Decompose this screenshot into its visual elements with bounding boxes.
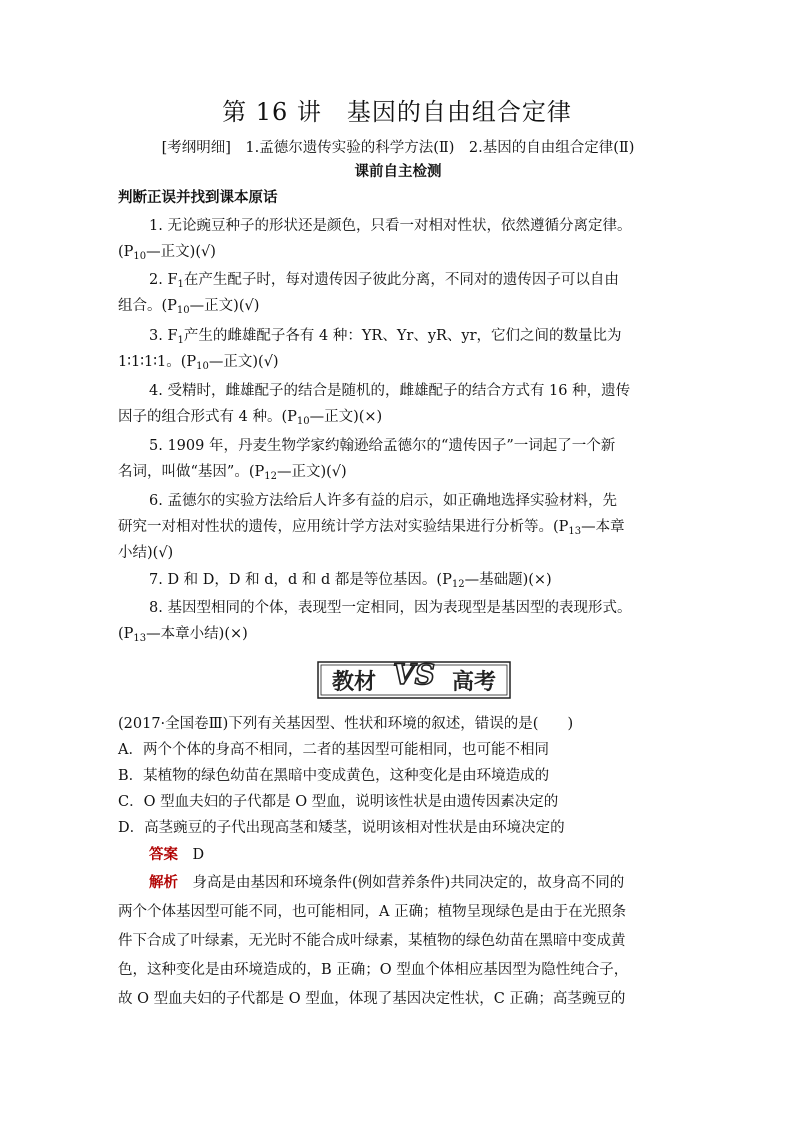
logo-left-text: 教材	[331, 669, 377, 695]
item-8-line-1: 8. 基因型相同的个体，表现型一定相同，因为表现型是基因型的表现形式。	[149, 600, 632, 616]
subscript: 1	[177, 279, 184, 290]
analysis-label: 解析	[149, 874, 178, 891]
answer-value: D	[178, 847, 205, 863]
question-stem: (2017·全国卷Ⅲ)下列有关基因型、性状和环境的叙述，错误的是( )	[118, 716, 574, 732]
ref-suffix: —本章小结)(×)	[146, 626, 248, 642]
ref-suffix: —正文)(√)	[146, 244, 216, 260]
logo-vs-text: VS	[393, 658, 435, 691]
item-6-line-2	[118, 515, 678, 544]
textbook-vs-exam-logo	[316, 652, 512, 702]
subscript: 1	[177, 335, 184, 346]
text: 2. F	[149, 272, 178, 288]
ref-suffix: —正文)(√)	[189, 298, 260, 314]
analysis-line-5: 故 O 型血夫妇的子代都是 O 型血，体现了基因决定性状，C 正确；高茎豌豆的	[118, 991, 626, 1007]
ref-page: 10	[296, 416, 310, 427]
item-3-line-2	[118, 350, 678, 379]
ref-page: 13	[133, 633, 147, 644]
text: 3. F	[149, 328, 178, 344]
ref-page: 13	[568, 526, 582, 537]
answer-label: 答案	[149, 846, 178, 863]
ref-suffix: —基础题)(×)	[464, 572, 552, 588]
syllabus-outline	[118, 136, 678, 160]
text: 因子的组合形式有 4 种。(P	[118, 409, 297, 425]
ref-suffix: —正文)(√)	[208, 354, 279, 370]
item-5-line-2	[118, 460, 678, 489]
option-b: B．某植物的绿色幼苗在黑暗中变成黄色，这种变化是由环境造成的	[118, 768, 550, 784]
subheading: 判断正误并找到课本原话	[118, 189, 278, 206]
text: 名词，叫做“基因”。(P	[118, 464, 265, 480]
logo-right-text: 高考	[451, 669, 497, 695]
ref-page: 10	[176, 305, 190, 316]
item-2-line-1	[118, 268, 709, 297]
item-6-line-1: 6. 孟德尔的实验方法给后人许多有益的启示，如正确地选择实验材料，先	[149, 493, 617, 509]
ref-page: 12	[451, 579, 465, 590]
item-7-line-1	[118, 568, 709, 597]
ref-prefix: (P	[118, 626, 134, 642]
ref-page: 10	[133, 251, 147, 262]
option-c: C．O 型血夫妇的子代都是 O 型血，说明该性状是由遗传因素决定的	[118, 794, 559, 810]
page-title: 第 16 讲 基因的自由组合定律	[222, 98, 572, 126]
analysis-line-1	[118, 871, 709, 895]
text: 产生的雌雄配子各有 4 种：YR、Yr、yR、yr，它们之间的数量比为	[183, 328, 622, 344]
ref-suffix: —本章	[581, 519, 625, 535]
text: 7. D 和 D，D 和 d，d 和 d 都是等位基因。(P	[149, 572, 452, 588]
item-6-line-3: 小结)(√)	[118, 545, 174, 561]
item-4-line-2	[118, 405, 678, 434]
ref-page: 12	[264, 471, 277, 482]
outline-label: [考纲明细]	[161, 140, 231, 156]
ref-suffix: —正文)(×)	[309, 409, 383, 425]
item-2-line-2	[118, 294, 678, 323]
analysis-line-3: 件下合成了叶绿素，无光时不能合成叶绿素，某植物的绿色幼苗在黑暗中变成黄	[118, 933, 626, 949]
text: 在产生配子时，每对遗传因子彼此分离，不同对的遗传因子可以自由	[183, 272, 619, 288]
item-1-line-2	[118, 240, 678, 269]
analysis-text: 身高是由基因和环境条件(例如营养条件)共同决定的，故身高不同的	[178, 875, 625, 891]
item-8-line-2	[118, 622, 678, 651]
option-d: D．高茎豌豆的子代出现高茎和矮茎，说明该相对性状是由环境决定的	[118, 820, 565, 836]
outline-text: 1.孟德尔遗传实验的科学方法(Ⅱ) 2.基因的自由组合定律(Ⅱ)	[230, 140, 635, 156]
text: 1∶1∶1∶1。(P	[118, 354, 197, 370]
ref-page: 10	[196, 361, 209, 372]
analysis-line-4: 色，这种变化是由环境造成的，B 正确；O 型血个体相应基因型为隐性纯合子，	[118, 962, 629, 978]
ref-prefix: (P	[118, 244, 134, 260]
item-5-line-1: 5. 1909 年，丹麦生物学家约翰逊给孟德尔的“遗传因子”一词起了一个新	[149, 438, 616, 454]
answer-line	[118, 843, 709, 867]
section-title: 课前自主检测	[354, 163, 442, 180]
text: 组合。(P	[118, 298, 177, 314]
item-4-line-1: 4. 受精时，雌雄配子的结合是随机的，雌雄配子的结合方式有 16 种，遗传	[149, 383, 631, 399]
option-a: A．两个个体的身高不相同，二者的基因型可能相同，也可能不相同	[118, 742, 549, 758]
item-3-line-1	[118, 324, 709, 353]
text: 研究一对相对性状的遗传，应用统计学方法对实验结果进行分析等。(P	[118, 519, 569, 535]
item-1-line-1: 1. 无论豌豆种子的形状还是颜色，只看一对相对性状，依然遵循分离定律。	[149, 218, 632, 234]
analysis-line-2: 两个个体基因型可能不同，也可能相同，A 正确；植物呈现绿色是由于在光照条	[118, 904, 627, 920]
ref-suffix: —正文)(√)	[276, 464, 347, 480]
